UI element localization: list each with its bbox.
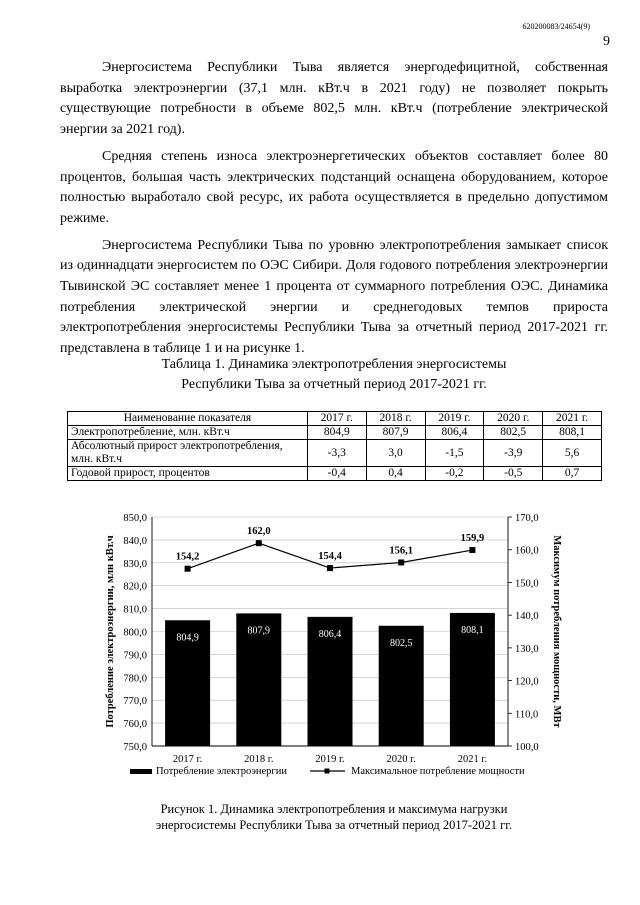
y-tick-label: 820,0 bbox=[123, 581, 147, 593]
figure-caption-line-1: Рисунок 1. Динамика электропотребления и максимума нагрузки bbox=[160, 802, 508, 816]
x-tick-label: 2017 г. bbox=[172, 754, 203, 765]
body-text bbox=[60, 58, 608, 366]
table-row bbox=[68, 467, 602, 481]
table-header-cell: 2020 г. bbox=[484, 412, 543, 426]
table-cell: -0,5 bbox=[484, 467, 543, 481]
line-point bbox=[398, 559, 404, 565]
x-tick-label: 2021 г. bbox=[457, 754, 488, 765]
y-tick-label: 780,0 bbox=[123, 673, 147, 685]
legend-bar-swatch bbox=[130, 769, 152, 774]
bar-data-label: 806,4 bbox=[318, 628, 342, 640]
y-tick-label: 790,0 bbox=[123, 650, 147, 662]
table-header-cell: 2019 г. bbox=[425, 412, 484, 426]
table-row bbox=[68, 426, 602, 440]
y-axis-title: Потребление электроэнергии, млн кВт.ч bbox=[105, 535, 116, 728]
paragraph-3: Энергосистема Республики Тыва по уровню электропотребления замыкает список из одиннадцати энергосистем по ОЭС Сибири. Доля годового потребления электроэнергии Тывинской ЭС составляет менее 1 процента от суммарного потребления ОЭС. Динамика потребления электрической энергии и среднегодовых темпов прироста электропотребления энергосистемы Республики Тыва за отчетный период 2017-2021 гг. представлена в таблице 1 и на рисунке 1. bbox=[60, 237, 608, 357]
bar-data-label: 804,9 bbox=[176, 632, 199, 644]
table-row-label: Электропотребление, млн. кВт.ч bbox=[68, 426, 308, 440]
y-tick-label: 760,0 bbox=[123, 719, 147, 731]
bar-data-label: 802,5 bbox=[389, 637, 413, 649]
table-header-cell: Наименование показателя bbox=[68, 412, 308, 426]
table-header-cell: 2018 г. bbox=[366, 412, 425, 426]
table-cell: -3,3 bbox=[307, 440, 366, 467]
table-cell: 0,7 bbox=[543, 467, 602, 481]
legend-line-label: Максимальное потребление мощности bbox=[351, 766, 525, 777]
consumption-table bbox=[67, 411, 602, 481]
y2-tick-label: 130,0 bbox=[515, 643, 539, 655]
table-cell: 804,9 bbox=[307, 426, 366, 440]
table-cell: 806,4 bbox=[425, 426, 484, 440]
table-cell: -1,5 bbox=[425, 440, 484, 467]
table-header-row bbox=[68, 412, 602, 426]
y2-tick-label: 110,0 bbox=[515, 709, 539, 721]
y2-tick-label: 140,0 bbox=[515, 611, 539, 623]
x-tick-label: 2020 г. bbox=[386, 754, 416, 765]
bar-data-label: 808,1 bbox=[461, 624, 484, 636]
line-data-label: 162,0 bbox=[246, 526, 271, 538]
x-tick-label: 2018 г. bbox=[244, 754, 274, 765]
table-caption bbox=[60, 355, 608, 395]
y-tick-label: 840,0 bbox=[123, 535, 147, 547]
figure-caption-line-2: энергосистемы Республики Тыва за отчетный период 2017-2021 гг. bbox=[155, 818, 513, 832]
table-cell: -0,2 bbox=[425, 467, 484, 481]
page-number: 9 bbox=[603, 34, 610, 49]
table-cell: 5,6 bbox=[543, 440, 602, 467]
y-tick-label: 750,0 bbox=[123, 742, 147, 753]
y-tick-label: 810,0 bbox=[123, 604, 147, 616]
table-row-label: Годовой прирост, процентов bbox=[68, 467, 308, 481]
y-tick-label: 830,0 bbox=[123, 558, 147, 570]
y2-tick-label: 100,0 bbox=[515, 742, 539, 753]
y2-axis-title: Максимум потребления мощности, МВт bbox=[551, 535, 562, 728]
line-point bbox=[256, 540, 262, 546]
table-cell: 802,5 bbox=[484, 426, 543, 440]
y-tick-label: 770,0 bbox=[123, 696, 147, 708]
line-point bbox=[469, 547, 475, 553]
consumption-chart bbox=[100, 507, 560, 797]
table-cell: 807,9 bbox=[366, 426, 425, 440]
paragraph-1: Энергосистема Республики Тыва является энергодефицитной, собственная выработка электроэнергии (37,1 млн. кВт.ч в 2021 году) не позволяет покрыть существующие потребности в объеме 802,5 млн. кВт.ч (потребление электрической энергии за 2021 год). bbox=[60, 60, 608, 138]
figure-caption bbox=[60, 801, 608, 833]
table-cell: 808,1 bbox=[543, 426, 602, 440]
y2-tick-label: 120,0 bbox=[515, 676, 539, 688]
bar-data-label: 807,9 bbox=[247, 625, 271, 637]
y2-tick-label: 170,0 bbox=[515, 513, 539, 524]
line-point bbox=[327, 565, 333, 571]
document-id: 620200083/24654(9) bbox=[522, 22, 590, 31]
line-data-label: 154,2 bbox=[175, 551, 200, 563]
table-caption-line-2: Республики Тыва за отчетный период 2017-2021 гг. bbox=[181, 377, 487, 392]
table-header-cell: 2021 г. bbox=[543, 412, 602, 426]
line-data-label: 159,9 bbox=[460, 533, 485, 545]
table-row-label: Абсолютный прирост электропотребления, млн. кВт.ч bbox=[68, 440, 308, 467]
table-cell: -3,9 bbox=[484, 440, 543, 467]
table-cell: 3,0 bbox=[366, 440, 425, 467]
y-tick-label: 800,0 bbox=[123, 627, 147, 639]
table-header-cell: 2017 г. bbox=[307, 412, 366, 426]
y-tick-label: 850,0 bbox=[123, 513, 147, 524]
legend-line-marker bbox=[325, 769, 330, 774]
y2-tick-label: 150,0 bbox=[515, 578, 539, 590]
table-row bbox=[68, 440, 602, 467]
line-point bbox=[185, 566, 191, 572]
legend-bar-label: Потребление электроэнергии bbox=[156, 766, 287, 777]
line-data-label: 154,4 bbox=[318, 551, 342, 563]
line-data-label: 156,1 bbox=[389, 545, 414, 557]
y2-tick-label: 160,0 bbox=[515, 545, 539, 557]
x-tick-label: 2019 г. bbox=[315, 754, 345, 765]
paragraph-2: Средняя степень износа электроэнергетических объектов составляет более 80 процентов, большая часть электрических подстанций оснащена оборудованием, которое полностью выработало свой ресурс, их работа осуществляется в предельно допустимом режиме. bbox=[60, 148, 608, 226]
table-cell: 0,4 bbox=[366, 467, 425, 481]
table-cell: -0,4 bbox=[307, 467, 366, 481]
table-caption-line-1: Таблица 1. Динамика электропотребления энергосистемы bbox=[161, 357, 507, 372]
